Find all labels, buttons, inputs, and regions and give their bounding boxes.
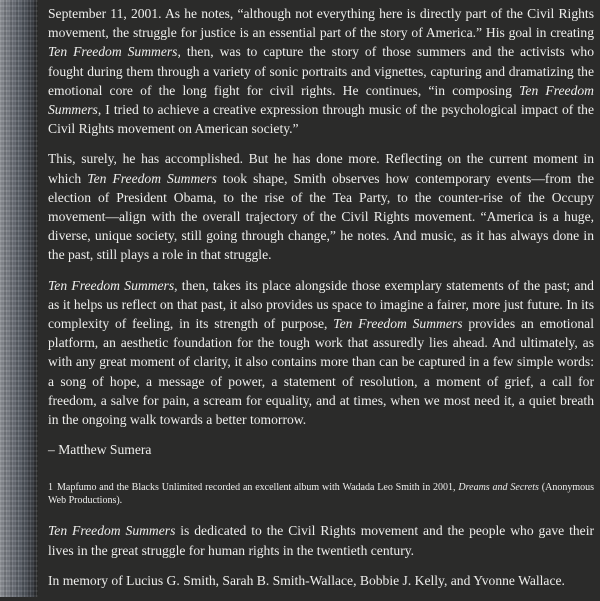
paragraph-1: September 11, 2001. As he notes, “although not everything here is directly part of the Civil Rights movement, the struggle for justice is an essential part of the story of America.” His goal in creating Ten Freedom Summers, then, was to capture the story of those summers and the activists who fought during them through a variety of sonic portraits and vignettes, capturing and dramatizing the emotional core of the long fight for civil rights. He continues, “in composing Ten Freedom Summers, I tried to achieve a creative expression through music of the psychological impact of the Civil Rights movement on American society.”: [48, 6, 595, 137]
dedication: Ten Freedom Summers is dedicated to the Civil Rights movement and the people who gave their lives in the great struggle for human rights in the twentieth century.: [48, 523, 594, 558]
footnote-number: 1: [48, 482, 53, 494]
footnote: $^1$ Mapfumo and the Blacks Unlimited recorded an excellent album with Wadada Leo Smith in 2001, Dreams and Secrets (Anonymous Web Productions).: [48, 482, 594, 507]
signature: – Matthew Sumera: [48, 442, 152, 458]
memorial-line: In memory of Lucius G. Smith, Sarah B. Smith-Wallace, Bobbie J. Kelly, and Yvonne Wallace.: [48, 572, 565, 588]
liner-notes-text: [48, 4, 594, 601]
paragraph-3: Ten Freedom Summers, then, takes its place alongside those exemplary statements of the past; and as it helps us reflect on that past, it also provides us space to imagine a fairer, more just future. In its complexity of feeling, in its strength of purpose, Ten Freedom Summers provides an emotional platform, an aesthetic foundation for the tough work that assuredly lies ahead. And ultimately, as with any great moment of clarity, it also contains more than can be captured in a few simple words: a song of hope, a message of power, a statement of resolution, a moment of grief, a call for freedom, a salve for pain, a scream for equality, and at times, when we most need it, a quiet breath in the ongoing walk towards a better tomorrow.: [48, 277, 594, 428]
paragraph-2: This, surely, he has accomplished. But he has done more. Reflecting on the current moment in which Ten Freedom Summers took shape, Smith observes how contemporary events—from the election of President Obama, to the rise of the Tea Party, to the counter-rise of the Occupy movement—align with the overall trajectory of the Civil Rights movement. “America is a huge, diverse, unique society, still going through change,” he notes. And music, as it has always done in the past, still plays a role in that struggle.: [48, 151, 594, 263]
decorative-fabric-strip: [0, 0, 38, 597]
